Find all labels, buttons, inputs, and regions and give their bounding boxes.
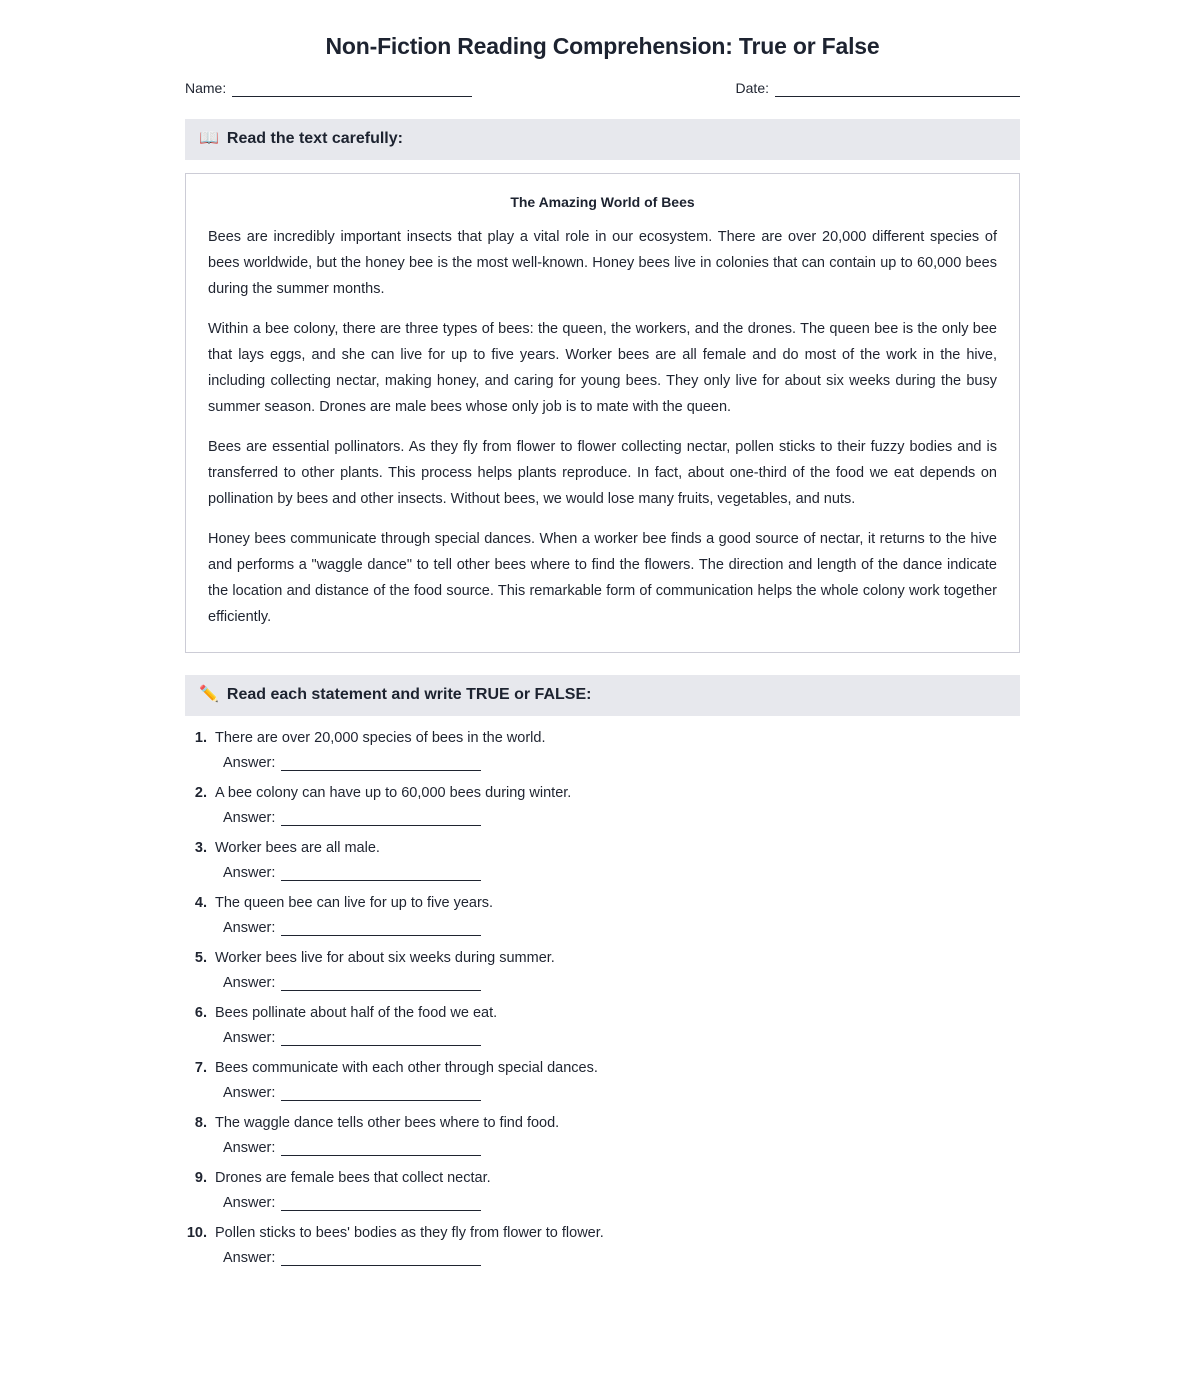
list-item [185, 1225, 1020, 1266]
question-number: 1. [194, 729, 207, 746]
answer-row[interactable] [223, 810, 1020, 826]
answer-blank-line[interactable] [281, 922, 481, 936]
question-number: 3. [194, 839, 207, 856]
name-date-row [185, 80, 1020, 97]
question-line [185, 1005, 1020, 1021]
question-text: The waggle dance tells other bees where to find food. [215, 1114, 560, 1131]
question-number: 2. [194, 784, 207, 801]
passage-title: The Amazing World of Bees [510, 193, 695, 210]
question-line [185, 730, 1020, 746]
question-line [185, 840, 1020, 856]
answer-blank-line[interactable] [281, 977, 481, 991]
passage-paragraph: Within a bee colony, there are three types of bees: the queen, the workers, and the drones. The queen bee is the only bee that lays eggs, and she can live for up to five years. Worker bees are all female and do most of the work in the hive, including collecting nectar, making honey, and caring for young bees. They only live for about six weeks during the busy summer season. Drones are male bees whose only job is to mate with the queen. [208, 320, 997, 415]
list-item [185, 950, 1020, 991]
date-field[interactable] [736, 80, 1020, 97]
reading-section-heading: Read the text carefully: [226, 129, 403, 147]
passage-paragraph: Bees are essential pollinators. As they fly from flower to flower collecting nectar, pollen sticks to their fuzzy bodies and is transferred to other plants. This process helps plants reproduce. In fact, about one-third of the food we eat depends on pollination by bees and other insects. Without bees, we would lose many fruits, vegetables, and nuts. [208, 438, 997, 507]
answer-row[interactable] [223, 1030, 1020, 1046]
list-item [185, 730, 1020, 771]
question-text: Bees pollinate about half of the food we eat. [215, 1004, 498, 1021]
list-item [185, 895, 1020, 936]
answer-blank-line[interactable] [281, 1252, 481, 1266]
list-item [185, 1170, 1020, 1211]
open-book-icon: 📖 [199, 129, 219, 147]
answer-blank-line[interactable] [281, 1032, 481, 1046]
question-text: A bee colony can have up to 60,000 bees during winter. [215, 784, 572, 801]
date-label: Date: [735, 79, 769, 96]
answer-blank-line[interactable] [281, 1142, 481, 1156]
question-number: 6. [194, 1004, 207, 1021]
answer-blank-line[interactable] [281, 757, 481, 771]
question-line [185, 895, 1020, 911]
pencil-icon: ✏️ [199, 685, 219, 703]
question-line [185, 785, 1020, 801]
answer-blank-line[interactable] [281, 1197, 481, 1211]
answer-label: Answer: [223, 1084, 276, 1101]
answer-label: Answer: [223, 754, 276, 771]
answer-row[interactable] [223, 920, 1020, 936]
list-item [185, 1005, 1020, 1046]
answer-row[interactable] [223, 1250, 1020, 1266]
question-line [185, 950, 1020, 966]
list-item [185, 785, 1020, 826]
reading-section-banner [185, 119, 1020, 160]
question-text: There are over 20,000 species of bees in the world. [215, 729, 546, 746]
list-item [185, 840, 1020, 881]
question-number: 8. [194, 1114, 207, 1131]
answer-label: Answer: [223, 864, 276, 881]
name-field[interactable] [185, 80, 472, 97]
answer-row[interactable] [223, 865, 1020, 881]
questions-section-banner [185, 675, 1020, 716]
answer-label: Answer: [223, 1194, 276, 1211]
question-text: Worker bees are all male. [215, 839, 380, 856]
answer-label: Answer: [223, 1139, 276, 1156]
question-number: 5. [194, 949, 207, 966]
list-item [185, 1115, 1020, 1156]
question-number: 10. [186, 1224, 207, 1241]
answer-row[interactable] [223, 1085, 1020, 1101]
page-title: Non-Fiction Reading Comprehension: True or False [325, 33, 880, 59]
question-list [185, 730, 1020, 1266]
question-line [185, 1115, 1020, 1131]
question-line [185, 1225, 1020, 1241]
date-blank-line[interactable] [775, 82, 1020, 97]
answer-row[interactable] [223, 975, 1020, 991]
question-text: The queen bee can live for up to five years. [215, 894, 494, 911]
question-text: Worker bees live for about six weeks during summer. [215, 949, 555, 966]
name-blank-line[interactable] [232, 82, 472, 97]
answer-label: Answer: [223, 974, 276, 991]
answer-row[interactable] [223, 755, 1020, 771]
passage-box [185, 173, 1020, 653]
question-text: Bees communicate with each other through special dances. [215, 1059, 598, 1076]
answer-row[interactable] [223, 1195, 1020, 1211]
answer-label: Answer: [223, 919, 276, 936]
name-label: Name: [185, 79, 227, 96]
question-text: Drones are female bees that collect nectar. [215, 1169, 491, 1186]
list-item [185, 1060, 1020, 1101]
answer-label: Answer: [223, 1029, 276, 1046]
question-number: 9. [194, 1169, 207, 1186]
question-number: 4. [194, 894, 207, 911]
question-line [185, 1170, 1020, 1186]
answer-blank-line[interactable] [281, 1087, 481, 1101]
question-text: Pollen sticks to bees' bodies as they fly from flower to flower. [215, 1224, 604, 1241]
passage-paragraph: Bees are incredibly important insects that play a vital role in our ecosystem. There are over 20,000 different species of bees worldwide, but the honey bee is the most well-known. Honey bees live in colonies that can contain up to 60,000 bees during the summer months. [208, 228, 997, 297]
question-line [185, 1060, 1020, 1076]
answer-blank-line[interactable] [281, 867, 481, 881]
answer-row[interactable] [223, 1140, 1020, 1156]
answer-blank-line[interactable] [281, 812, 481, 826]
answer-label: Answer: [223, 809, 276, 826]
passage-paragraph: Honey bees communicate through special dances. When a worker bee finds a good source of nectar, it returns to the hive and performs a "waggle dance" to tell other bees where to find the flowers. The direction and length of the dance indicate the location and distance of the food source. This remarkable form of communication helps the whole colony work together efficiently. [208, 530, 997, 625]
answer-label: Answer: [223, 1249, 276, 1266]
question-number: 7. [194, 1059, 207, 1076]
questions-section-heading: Read each statement and write TRUE or FALSE: [226, 685, 592, 703]
